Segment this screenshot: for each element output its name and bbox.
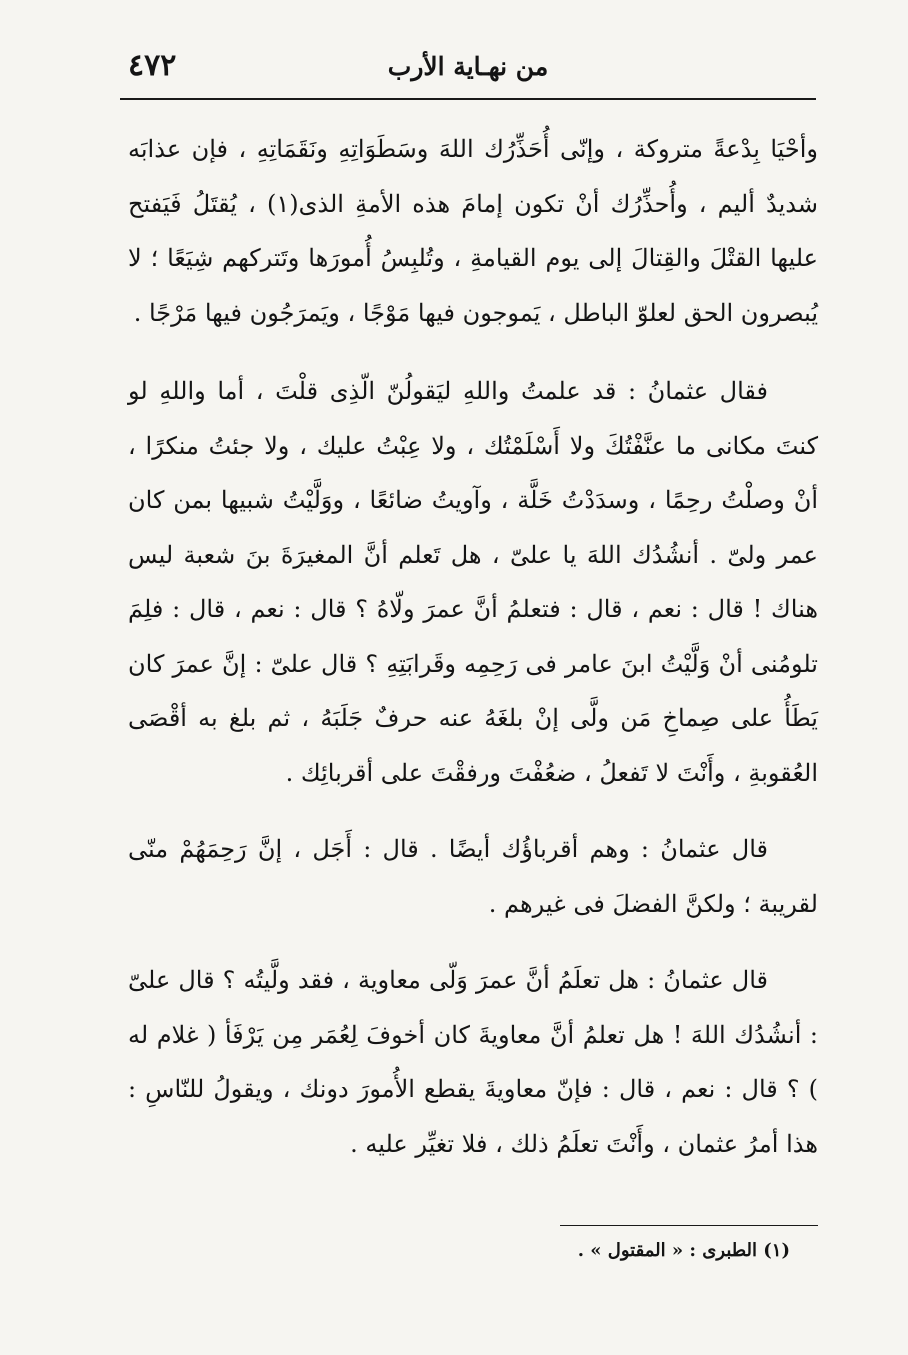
footnote: (١) الطبرى : « المقتول » . — [577, 1240, 790, 1261]
body-text — [128, 122, 818, 1193]
page-number: ٤٧٢ — [128, 48, 177, 83]
running-title: من نهـاية الأرب — [387, 52, 549, 81]
page-header — [120, 46, 816, 100]
paragraph-3: قال عثمانُ : وهم أقرباؤُك أيضًا . قال : أَجَل ، إنَّ رَحِمَهُمْ منّى لقريبة ؛ ولكنَّ الفضلَ فى غيرهم . — [128, 835, 818, 918]
paragraph-2: فقال عثمانُ : قد علمتُ واللهِ ليَقولُنّ الّذِى قلْتَ ، أما واللهِ لو كنتَ مكانى ما عنَّفْتُكَ ولا أَسْلَمْتُك ، ولا عِبْتُ عليك ، ولا جئتُ منكرًا ، أنْ وصلْتُ رحِمًا ، وسدَدْتُ خَلَّة ، وآويتُ ضائعًا ، ووَلَّيْتُ شبيها بمن كان عمر ولىّ . أنشُدُك اللهَ يا علىّ ، هل تَعلم أنَّ المغيرَةَ بنَ شعبة ليس هناك ! قال : نعم ، قال : فتعلمُ أنَّ عمرَ ولّاهُ ؟ قال : نعم ، قال : فلِمَ تلومُنى أنْ وَلَّيْتُ ابنَ عامر فى رَحِمِه وقَرابَتِهِ ؟ قال علىّ : إنَّ عمرَ كان يَطَأُ على صِماخِ مَن ولَّى إنْ بلغَهُ عنه حرفٌ جَلَبَهُ ، ثم بلغ به أقْصَى العُقوبةِ ، وأَنْتَ لا تَفعلُ ، ضعُفْتَ ورفقْتَ على أقربائِك . — [128, 377, 818, 787]
paragraph-4: قال عثمانُ : هل تعلَمُ أنَّ عمرَ وَلّى معاوية ، فقد ولَّيتُه ؟ قال علىّ : أنشُدُك اللهَ ! هل تعلمُ أنَّ معاويةَ كان أخوفَ لِعُمَر مِن يَرْفَأ ( غلام له ) ؟ قال : نعم ، قال : فإنّ معاويةَ يقطع الأُمورَ دونك ، ويقولُ للنّاسِ : هذا أمرُ عثمان ، وأَنْتَ تعلَمُ ذلك ، فلا تغيِّر عليه . — [128, 966, 818, 1158]
footnote-divider — [560, 1225, 818, 1226]
paragraph-1: وأحْيَا بِدْعةً متروكة ، وإنّى أُحَذِّرُك اللهَ وسَطَوَاتِهِ ونَقَمَاتِهِ ، فإن عذابَه شديدٌ أليم ، وأُحذِّرُك أنْ تكون إمامَ هذه الأمةِ الذى(١) ، يُقتَلُ فَيَفتح عليها القتْلَ والقِتالَ إلى يوم القيامةِ ، وتُلبِسُ أُمورَها وتَتركهم شِيَعًا ؛ لا يُبصرون الحق لعلوّ الباطل ، يَموجون فيها مَوْجًا ، ويَمرَجُون فيها مَرْجًا . — [128, 135, 818, 327]
